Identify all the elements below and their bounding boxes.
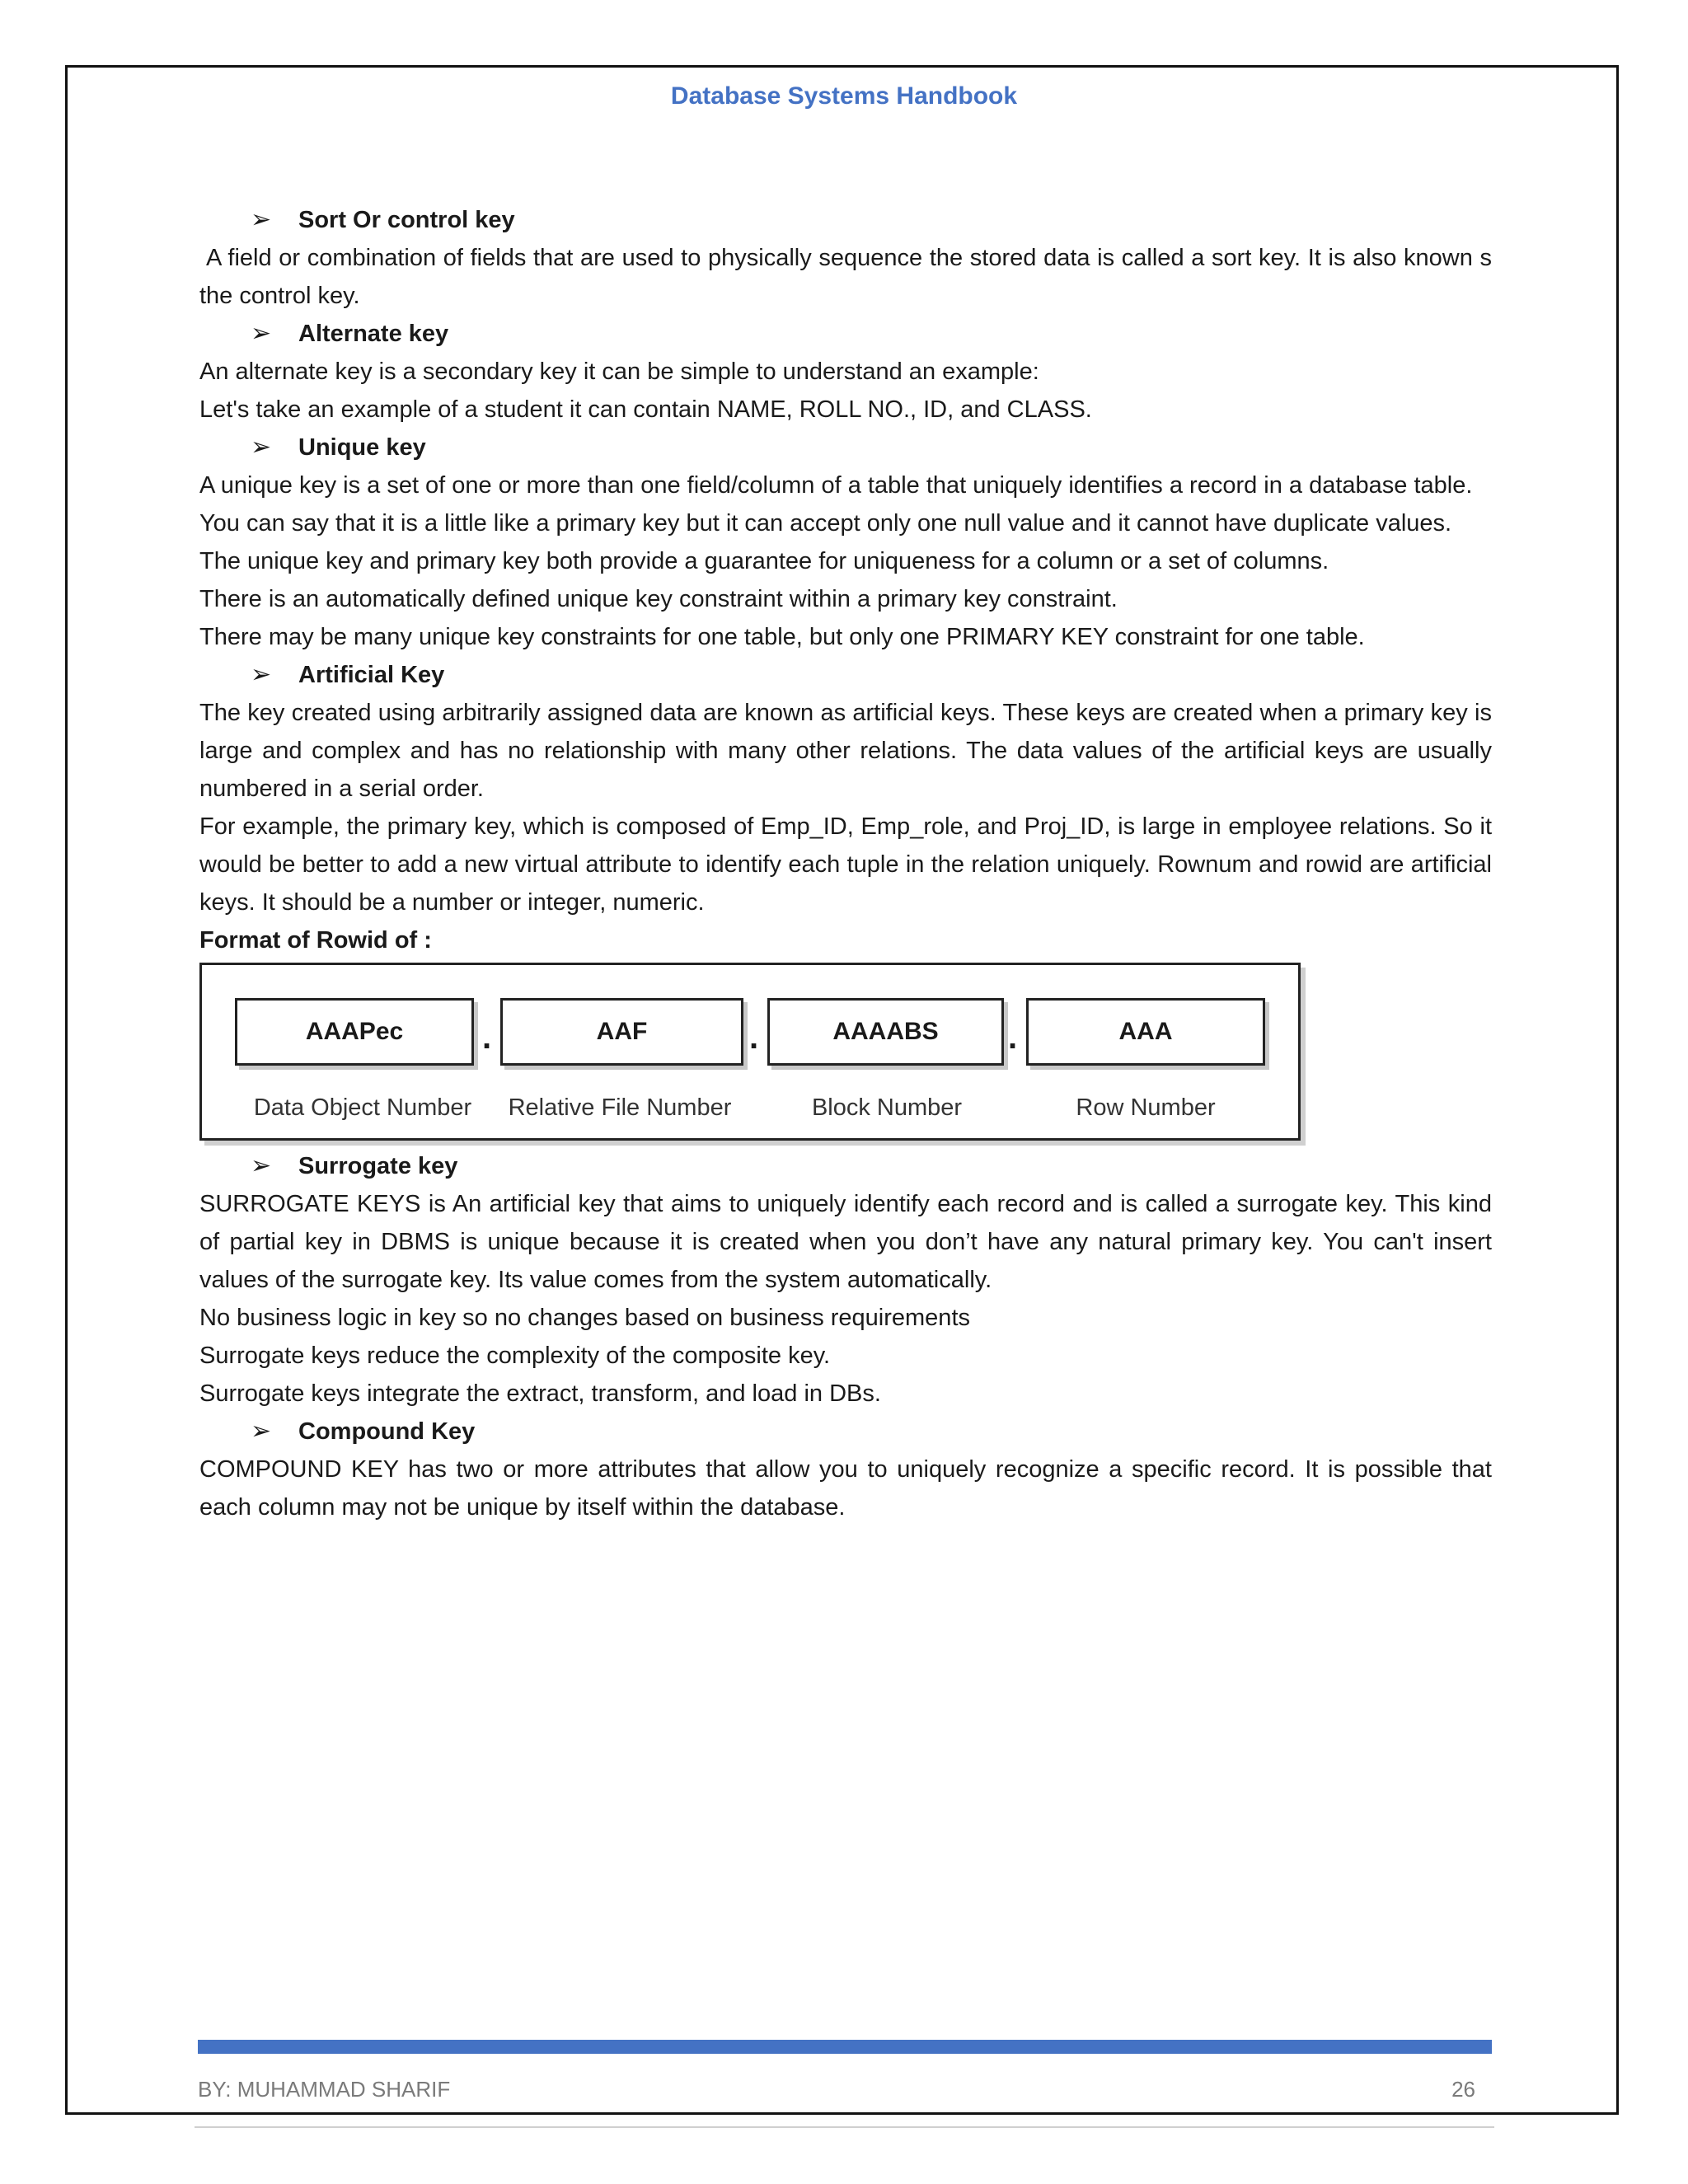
rowid-segment-label: Block Number: [811, 1094, 963, 1121]
heading-text: Surrogate key: [298, 1153, 458, 1179]
rowid-separator: .: [482, 1019, 492, 1056]
heading-text: Artificial Key: [298, 662, 445, 688]
paragraph: A unique key is a set of one or more than one field/column of a table that uniquely identifies a record in a database table.: [199, 472, 1473, 499]
rowid-separator: .: [749, 1019, 759, 1056]
bullet-arrow-icon: ➢: [251, 320, 272, 347]
paragraph: COMPOUND KEY has two or more attributes that allow you to uniquely recognize a specific record. It is possible that each column may not be unique by itself within the database.: [199, 1456, 1492, 1521]
rowid-format-title: Format of Rowid of :: [199, 927, 432, 954]
header-title: Database Systems Handbook: [670, 82, 1018, 110]
heading-text: Sort Or control key: [298, 207, 515, 233]
paragraph: There may be many unique key constraints for one table, but only one PRIMARY KEY constraint for one table.: [199, 624, 1365, 650]
bullet-arrow-icon: ➢: [251, 661, 272, 688]
heading-sort-key: [199, 201, 1492, 239]
bullet-arrow-icon: ➢: [251, 1152, 272, 1179]
paragraph: You can say that it is a little like a primary key but it can accept only one null value and it cannot have duplicate values.: [199, 510, 1452, 537]
rowid-segment-box: AAA: [1026, 998, 1265, 1066]
rowid-segment-box: AAF: [500, 998, 743, 1066]
heading-text: Unique key: [298, 434, 426, 461]
paragraph: The unique key and primary key both provide a guarantee for uniqueness for a column or a set of columns.: [199, 548, 1329, 574]
rowid-segment-label: Relative File Number: [508, 1094, 732, 1121]
rowid-separator: .: [1008, 1019, 1018, 1056]
paragraph: There is an automatically defined unique key constraint within a primary key constraint.: [199, 586, 1118, 612]
heading-alternate-key: [199, 315, 1492, 353]
paragraph: Let's take an example of a student it can contain NAME, ROLL NO., ID, and CLASS.: [199, 396, 1092, 423]
rowid-format-diagram: [199, 963, 1301, 1141]
bullet-arrow-icon: ➢: [251, 434, 272, 461]
paragraph: For example, the primary key, which is composed of Emp_ID, Emp_role, and Proj_ID, is large in employee relations. So it would be better to add a new virtual attribute to identify each tuple in the relation uniquely. Rownum and rowid are artificial keys. It should be a number or integer, numeric.: [199, 813, 1492, 916]
rowid-segment-box: AAAABS: [767, 998, 1004, 1066]
paragraph: A field or combination of fields that are used to physically sequence the stored data is called a sort key. It is also known s the control key.: [199, 245, 1492, 309]
heading-compound-key: [199, 1413, 1492, 1451]
paragraph: Surrogate keys integrate the extract, transform, and load in DBs.: [199, 1380, 881, 1407]
heading-text: Alternate key: [298, 321, 449, 347]
paragraph: An alternate key is a secondary key it can be simple to understand an example:: [199, 359, 1039, 385]
heading-unique-key: [199, 429, 1492, 466]
heading-text: Compound Key: [298, 1418, 476, 1445]
paragraph: Surrogate keys reduce the complexity of the composite key.: [199, 1343, 831, 1369]
paragraph: SURROGATE KEYS is An artificial key that aims to uniquely identify each record and is called a surrogate key. This kind of partial key in DBMS is unique because it is created when you don’t have any natural primary key. You can't insert values of the surrogate key. Its value comes from the system automatically.: [199, 1191, 1492, 1293]
heading-artificial-key: [199, 656, 1492, 694]
rowid-segment-label: Data Object Number: [253, 1094, 472, 1121]
rowid-segment-box: AAAPec: [235, 998, 474, 1066]
paragraph: The key created using arbitrarily assigned data are known as artificial keys. These keys are created when a primary key is large and complex and has no relationship with many other relations. The data values of the artificial keys are usually numbered in a serial order.: [199, 700, 1492, 802]
document-body: [199, 201, 1492, 1526]
footer-author: BY: MUHAMMAD SHARIF: [198, 2077, 451, 2102]
paragraph: No business logic in key so no changes based on business requirements: [199, 1305, 970, 1331]
bottom-divider: [195, 2126, 1494, 2128]
footer-accent-bar: [198, 2040, 1492, 2054]
bullet-arrow-icon: ➢: [251, 206, 272, 233]
bullet-arrow-icon: ➢: [251, 1418, 272, 1445]
rowid-segment-label: Row Number: [1076, 1094, 1216, 1121]
page-number: 26: [1451, 2077, 1475, 2102]
heading-surrogate-key: [199, 1147, 1492, 1185]
